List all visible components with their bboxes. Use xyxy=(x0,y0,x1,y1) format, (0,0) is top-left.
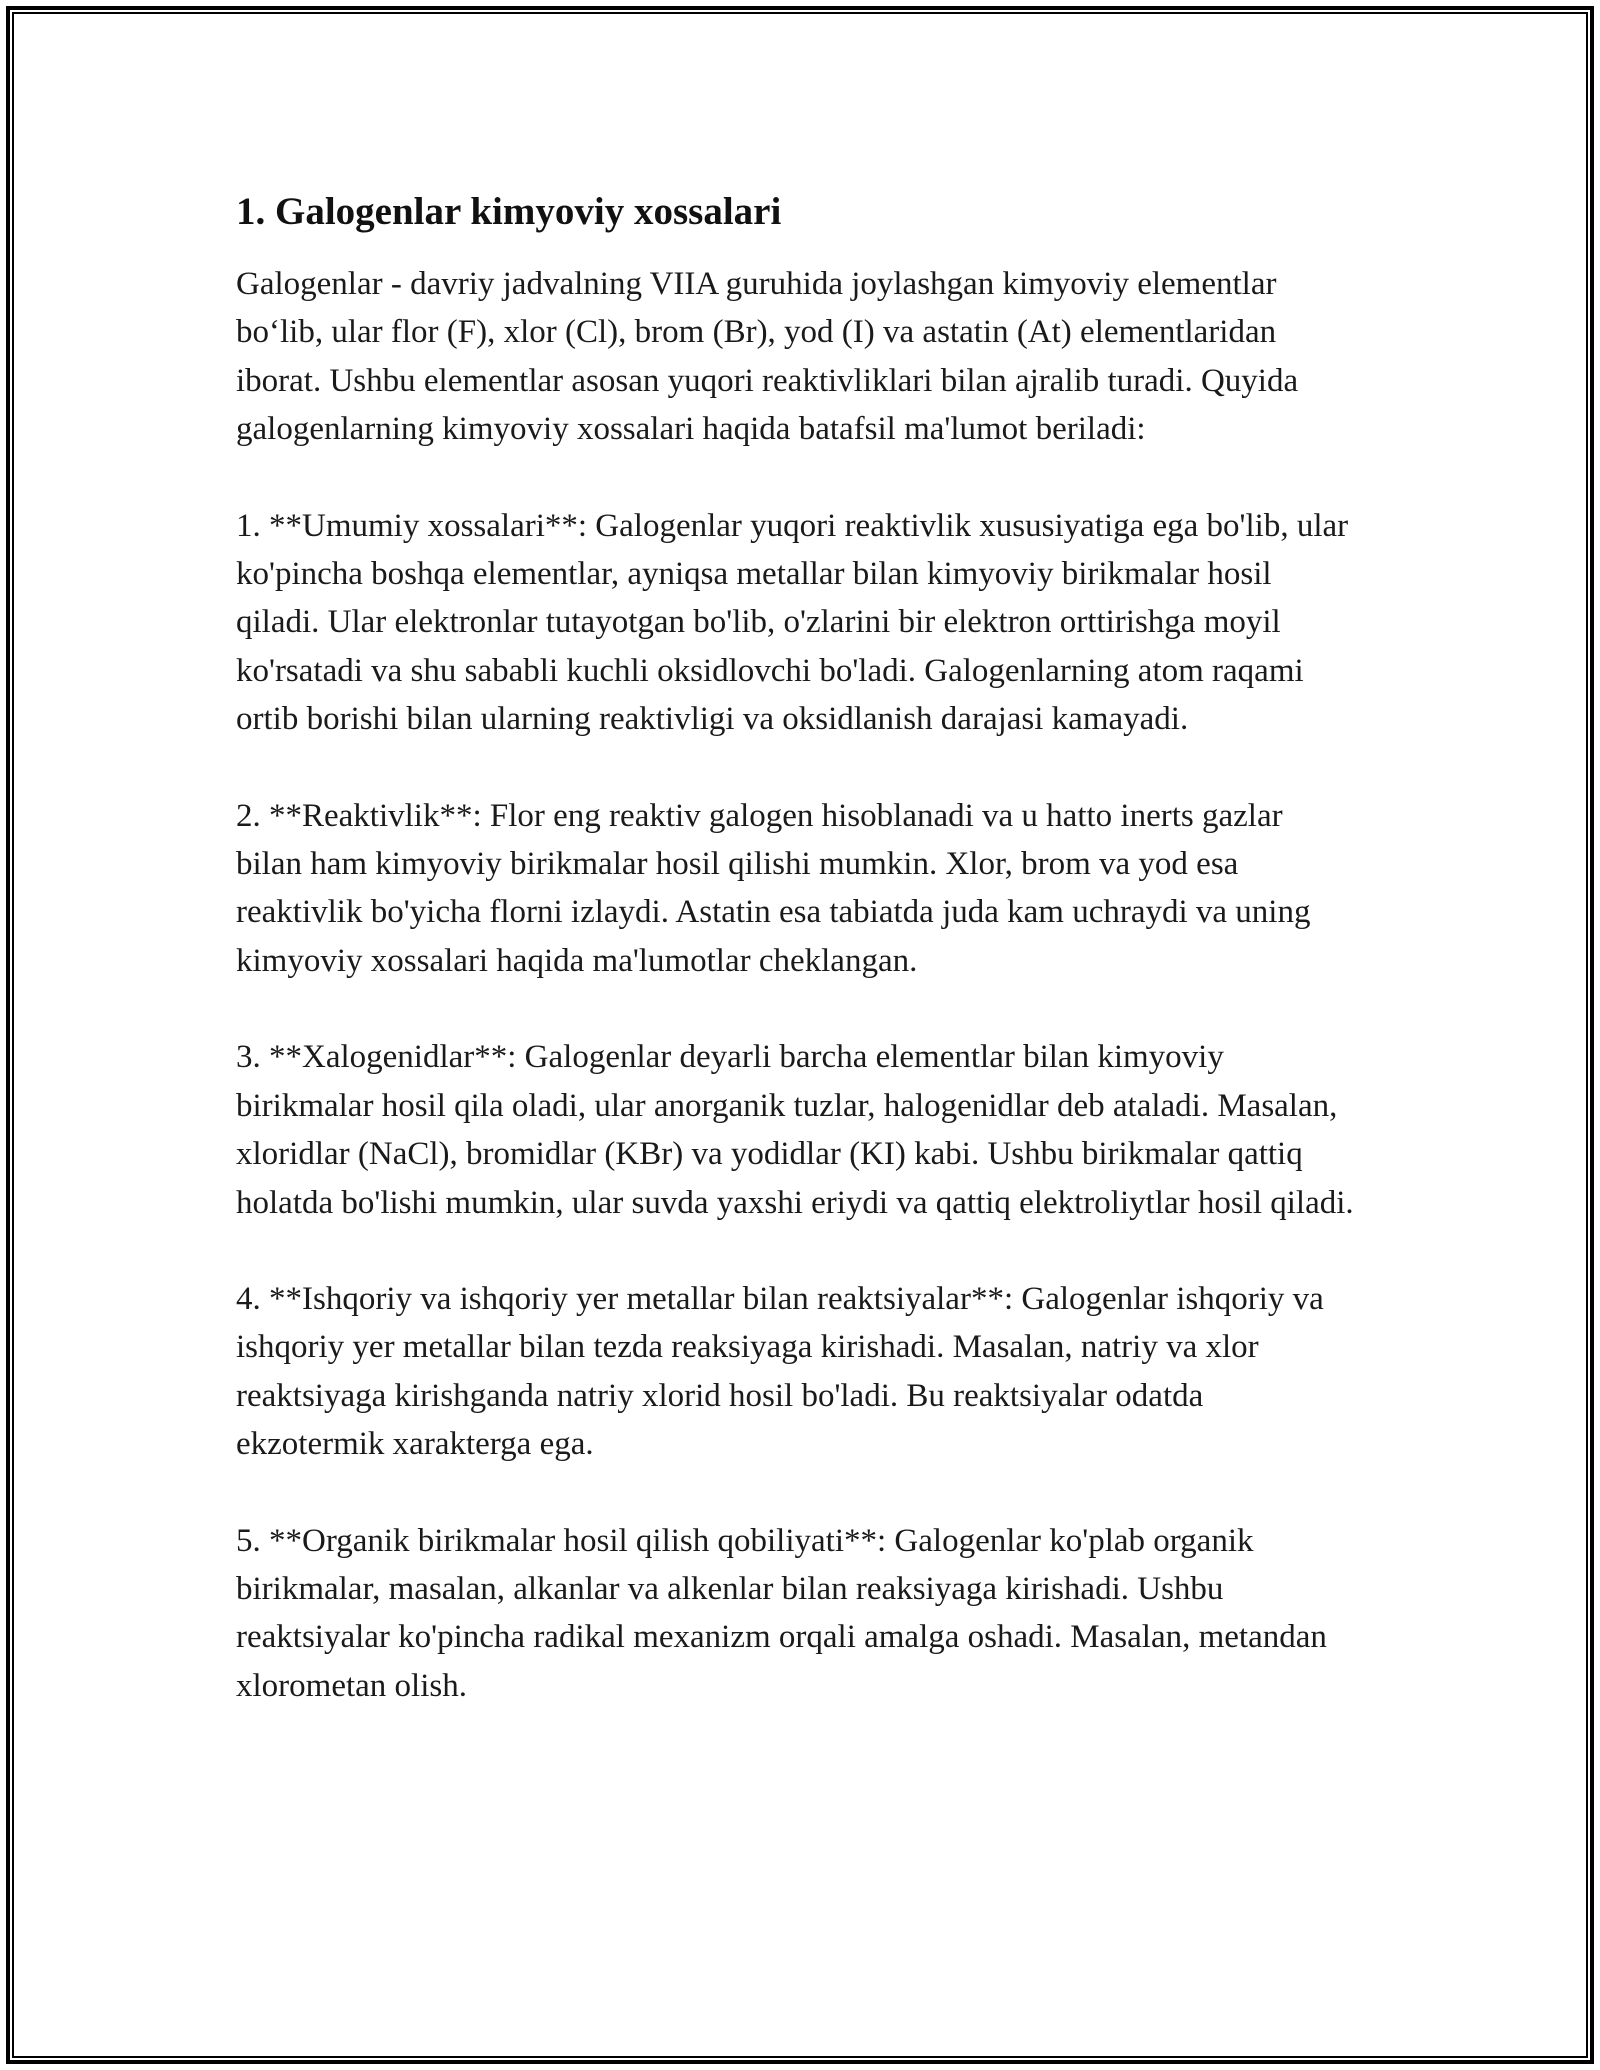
paragraph-halides: 3. **Xalogenidlar**: Galogenlar deyarli barcha elementlar bilan kimyoviy birikmalar hosil qila oladi, ular anorganik tuzlar, halogenidlar deb ataladi. Masalan, xloridlar (NaCl), bromidlar (KBr) va yodidlar (KI) kabi. Ushbu birikmalar qattiq holatda bo'lishi mumkin, ular suvda yaxshi eriydi va qattiq elektroliytlar hosil qiladi. xyxy=(236,1039,1354,1221)
section-heading: 1. Galogenlar kimyoviy xossalari xyxy=(236,190,782,233)
document-body xyxy=(236,186,1356,1758)
paragraph-organic-compounds: 5. **Organik birikmalar hosil qilish qobiliyati**: Galogenlar ko'plab organik birikmalar, masalan, alkanlar va alkenlar bilan reaksiyaga kirishadi. Ushbu reaktsiyalar ko'pincha radikal mexanizm orqali amalga oshadi. Masalan, metandan xlorometan olish. xyxy=(236,1522,1327,1704)
intro-paragraph: Galogenlar - davriy jadvalning VIIA guruhida joylashgan kimyoviy elementlar bo‘lib, ular flor (F), xlor (Cl), brom (Br), yod (I) va astatin (At) elementlaridan iborat. Ushbu elementlar asosan yuqori reaktivliklari bilan ajralib turadi. Quyida galogenlarning kimyoviy xossalari haqida batafsil ma'lumot beriladi: xyxy=(236,266,1299,448)
paragraph-reactivity: 2. **Reaktivlik**: Flor eng reaktiv galogen hisoblanadi va u hatto inerts gazlar bilan ham kimyoviy birikmalar hosil qilishi mumkin. Xlor, brom va yod esa reaktivlik bo'yicha florni izlaydi. Astatin esa tabiatda juda kam uchraydi va uning kimyoviy xossalari haqida ma'lumotlar cheklangan. xyxy=(236,797,1311,979)
paragraph-alkali-metal-reactions: 4. **Ishqoriy va ishqoriy yer metallar bilan reaktsiyalar**: Galogenlar ishqoriy va ishqoriy yer metallar bilan tezda reaksiyaga kirishadi. Masalan, natriy va xlor reaktsiyaga kirishganda natriy xlorid hosil bo'ladi. Bu reaktsiyalar odatda ekzotermik xarakterga ega. xyxy=(236,1280,1324,1463)
paragraph-general-properties: 1. **Umumiy xossalari**: Galogenlar yuqori reaktivlik xususiyatiga ega bo'lib, ular ko'pincha boshqa elementlar, ayniqsa metallar bilan kimyoviy birikmalar hosil qiladi. Ular elektronlar tutayotgan bo'lib, o'zlarini bir elektron orttirishga moyil ko'rsatadi va shu sababli kuchli oksidlovchi bo'ladi. Galogenlarning atom raqami ortib borishi bilan ularning reaktivligi va oksidlanish darajasi kamayadi. xyxy=(236,507,1349,738)
